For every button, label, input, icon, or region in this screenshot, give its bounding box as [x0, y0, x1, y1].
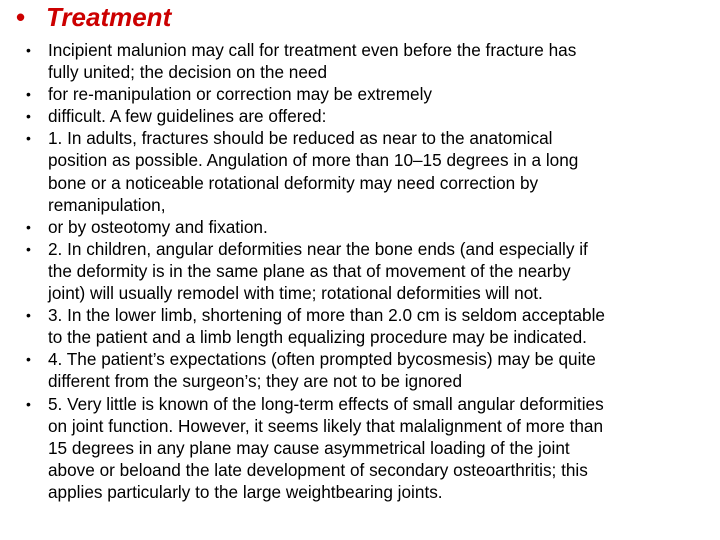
- bullet-mark: •: [26, 218, 31, 235]
- bullet-text: [48, 348, 716, 392]
- bullet-item: [26, 83, 716, 105]
- bullet-line: 1. In adults, fractures should be reduced as near to the anatomical: [48, 128, 553, 149]
- bullet-line: for re-manipulation or correction may be extremely: [48, 84, 433, 105]
- bullet-line: difficult. A few guidelines are offered:: [48, 106, 327, 127]
- bullet-item: [26, 304, 716, 348]
- bullet-text: [48, 304, 716, 348]
- bullet-mark: •: [26, 42, 31, 58]
- bullet-line: different from the surgeon’s; they are not to be ignored: [48, 371, 463, 392]
- bullet-text: [48, 39, 716, 83]
- bullet-line: above or beloand the late development of secondary osteoarthritis; this: [48, 459, 588, 480]
- bullet-mark: •: [26, 351, 31, 368]
- bullet-item: [26, 216, 716, 238]
- bullet-line: joint) will usually remodel with time; rotational deformities will not.: [48, 283, 543, 304]
- bullet-line: 4. The patient’s expectations (often prompted bycosmesis) may be quite: [48, 349, 596, 370]
- bullet-mark: •: [26, 130, 31, 147]
- bullet-text: [48, 216, 716, 238]
- bullet-mark: •: [26, 240, 31, 257]
- bullet-text: [48, 238, 716, 304]
- bullet-item: [26, 105, 716, 127]
- bullet-item: [26, 393, 716, 503]
- bullet-text: [48, 105, 716, 127]
- bullet-line: position as possible. Angulation of more than 10–15 degrees in a long: [48, 150, 579, 171]
- bullet-item: [26, 348, 716, 392]
- bullet-line: on joint function. However, it seems likely that malalignment of more than: [48, 415, 604, 436]
- title-text: Treatment: [46, 2, 172, 32]
- bullet-line: 5. Very little is known of the long-term effects of small angular deformities: [48, 393, 604, 414]
- bullet-mark: •: [26, 395, 31, 412]
- bullet-text: [48, 393, 716, 503]
- bullet-item: [26, 238, 716, 304]
- bullet-mark: •: [26, 86, 31, 103]
- bullet-line: or by osteotomy and fixation.: [48, 216, 268, 237]
- bullet-mark: •: [26, 108, 31, 125]
- bullet-line: 3. In the lower limb, shortening of more than 2.0 cm is seldom acceptable: [48, 305, 605, 326]
- title-bullet: •: [16, 2, 26, 32]
- bullet-line: bone or a noticeable rotational deformity may need correction by: [48, 172, 539, 193]
- bullet-line: remanipulation,: [48, 194, 166, 215]
- bullet-line: Incipient malunion may call for treatment even before the fracture has: [48, 40, 577, 60]
- bullet-line: fully united; the decision on the need: [48, 62, 328, 83]
- bullet-list: [26, 39, 716, 503]
- bullet-line: applies particularly to the large weightbearing joints.: [48, 481, 443, 502]
- bullet-line: 15 degrees in any plane may cause asymmetrical loading of the joint: [48, 437, 570, 458]
- bullet-mark: •: [26, 307, 31, 324]
- bullet-text: [48, 83, 716, 105]
- bullet-line: the deformity is in the same plane as that of movement of the nearby: [48, 260, 571, 281]
- slide-title: [16, 2, 171, 33]
- bullet-item: [26, 127, 716, 215]
- bullet-text: [48, 127, 716, 215]
- bullet-line: 2. In children, angular deformities near the bone ends (and especially if: [48, 238, 588, 259]
- bullet-item: [26, 39, 716, 83]
- bullet-line: to the patient and a limb length equalizing procedure may be indicated.: [48, 327, 587, 348]
